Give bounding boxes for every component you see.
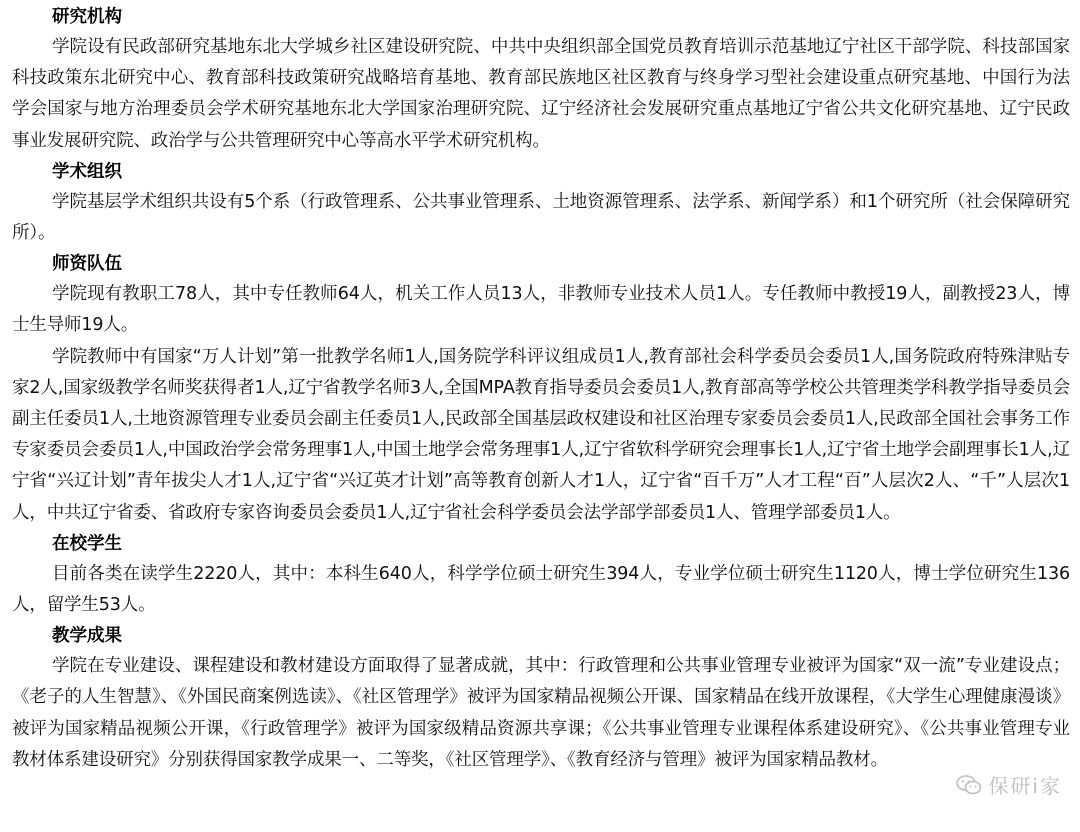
section-paragraph-students: 目前各类在读学生2220人，其中：本科生640人，科学学位硕士研究生394人，专业学位硕士研究生1120人，博士学位研究生136人，留学生53人。 (12, 563, 1070, 616)
watermark-text: 保研i家 (988, 774, 1062, 798)
section-paragraph-faculty-count: 学院现有教职工78人，其中专任教师64人，机关工作人员13人，非教师专业技术人员1人。专任教师中教授19人，副教授23人，博士生导师19人。 (12, 284, 1070, 336)
section-heading-research-institutions: 研究机构 (52, 7, 122, 27)
section-heading-faculty: 师资队伍 (52, 254, 122, 275)
section-paragraph-research-institutions: 学院设有民政部研究基地东北大学城乡社区建设研究院、中共中央组织部全国党员教育培训示范基地辽宁社区干部学院、科技部国家科技政策东北研究中心、教育部科技政策研究战略培育基地、教育部民族地区社区教育与终身学习型社会建设重点研究基地、中国行为法学会国家与地方治理委员会学术研究基地东北大学国家治理研究院、辽宁经济社会发展研究重点基地辽宁省公共文化研究基地、辽宁民政事业发展研究院、政治学与公共管理研究中心等高水平学术研究机构。 (12, 37, 1070, 151)
section-heading-academic-organization: 学术组织 (52, 161, 122, 182)
wechat-icon (956, 775, 982, 795)
section-heading-teaching-achievements: 教学成果 (52, 626, 122, 647)
section-heading-students: 在校学生 (52, 533, 122, 554)
section-paragraph-academic-organization: 学院基层学术组织共设有5个系（行政管理系、公共事业管理系、土地资源管理系、法学系、新闻学系）和1个研究所（社会保障研究所）。 (12, 191, 1070, 244)
section-paragraph-teaching-achievements: 学院在专业建设、课程建设和教材建设方面取得了显著成就，其中：行政管理和公共事业管理专业被评为国家“双一流”专业建设点；《老子的人生智慧》、《外国民商案例选读》、《社区管理学》被评为国家精品视频公开课、国家精品在线开放课程，《大学生心理健康漫谈》被评为国家精品视频公开课，《行政管理学》被评为国家级精品资源共享课；《公共事业管理专业课程体系建设研究》、《公共事业管理专业教材体系建设研究》分别获得国家教学成果一、二等奖，《社区管理学》、《教育经济与管理》被评为国家精品教材。 (12, 656, 1070, 770)
section-paragraph-faculty-honors: 学院教师中有国家“万人计划”第一批教学名师1人,国务院学科评议组成员1人,教育部社会科学委员会委员1人,国务院政府特殊津贴专家2人,国家级教学名师奖获得者1人,辽宁省教学名师3人,全国MPA教育指导委员会委员1人,教育部高等学校公共管理类学科教学指导委员会副主任委员1人,土地资源管理专业委员会副主任委员1人,民政部全国基层政权建设和社区治理专家委员会委员1人,民政部全国社会事务工作专家委员会委员1人,中国政治学会常务理事1人,中国土地学会常务理事1人,辽宁省软科学研究会理事长1人,辽宁省土地学会副理事长1人,辽宁省“兴辽计划”青年拔尖人才1人,辽宁省“兴辽英才计划”高等教育创新人才1人，辽宁省“百千万”人才工程“百”人层次2人、“千”人层次1人，中共辽宁省委、省政府专家咨询委员会委员1人,辽宁省社会科学委员会法学部学部委员1人、管理学部委员1人。 (12, 346, 1070, 523)
document-body (12, 2, 1070, 776)
